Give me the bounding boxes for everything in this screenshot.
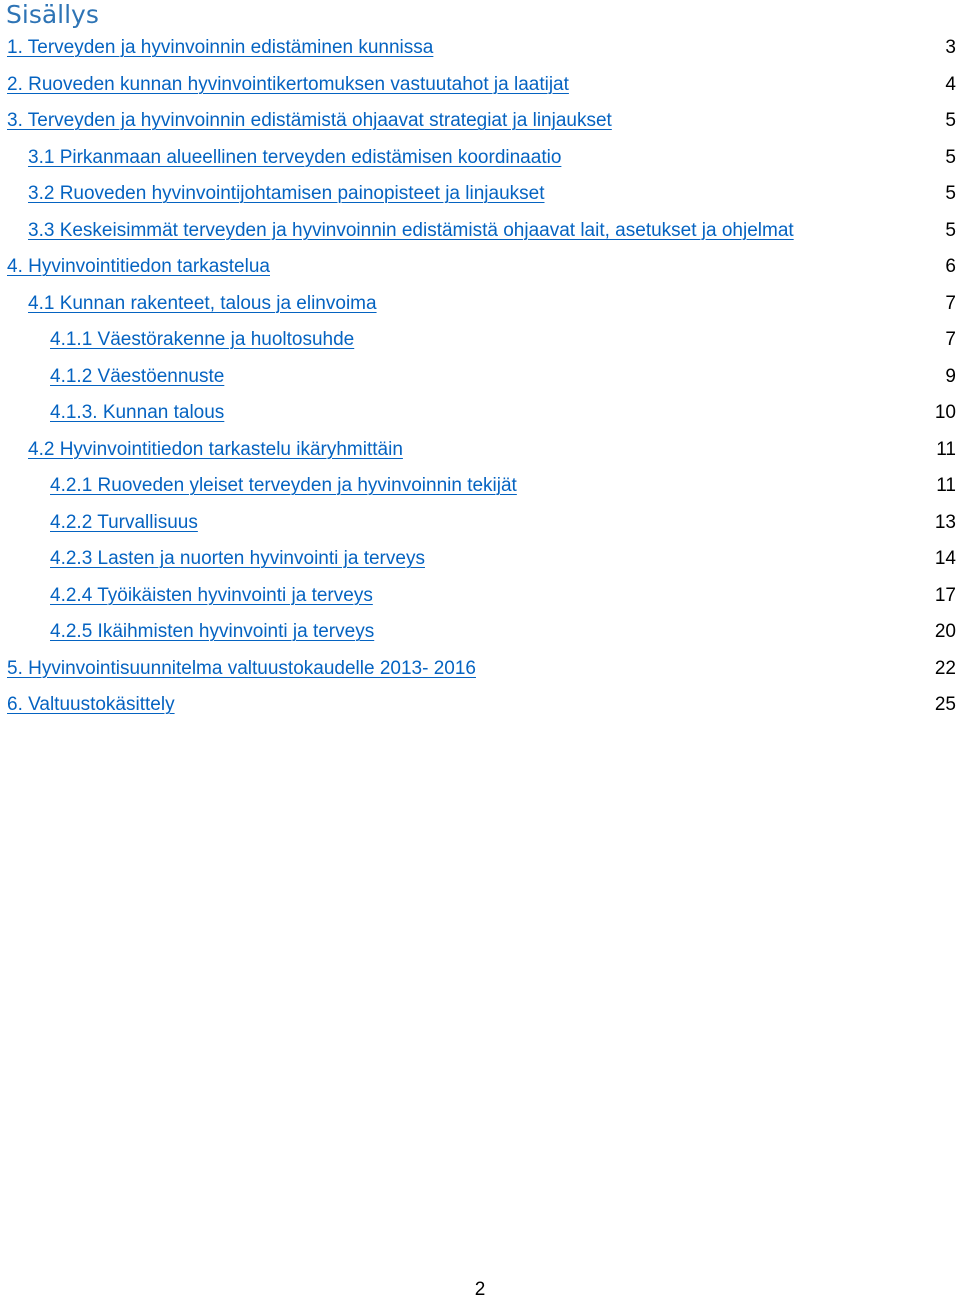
toc-entry-page: 20 bbox=[934, 621, 956, 642]
toc-title: Sisällys bbox=[6, 0, 99, 29]
toc-entry bbox=[0, 359, 960, 396]
toc-entry-page: 5 bbox=[945, 219, 956, 241]
toc-entry bbox=[0, 176, 960, 213]
toc-entry-link[interactable]: 4.2.1 Ruoveden yleiset terveyden ja hyvinvoinnin tekijät bbox=[50, 475, 517, 496]
toc-entry bbox=[0, 614, 960, 651]
toc-entry bbox=[0, 395, 960, 432]
toc-entry bbox=[0, 213, 960, 250]
toc-entry-page: 11 bbox=[936, 475, 956, 496]
toc-entry-page: 10 bbox=[934, 402, 956, 423]
toc-entry-link[interactable]: 3.3 Keskeisimmät terveyden ja hyvinvoinnin edistämistä ohjaavat lait, asetukset ja ohjelmat bbox=[28, 219, 794, 241]
toc-entry-link[interactable]: 4.2 Hyvinvointitiedon tarkastelu ikäryhmittäin bbox=[28, 438, 403, 460]
toc-entry-page: 7 bbox=[945, 292, 956, 314]
toc-entry bbox=[0, 578, 960, 615]
toc-entry-page: 17 bbox=[934, 584, 956, 606]
toc-entry-link[interactable]: 4.1.3. Kunnan talous bbox=[50, 402, 225, 423]
toc-entry bbox=[0, 286, 960, 323]
toc-entry-link[interactable]: 3.2 Ruoveden hyvinvointijohtamisen painopisteet ja linjaukset bbox=[28, 183, 545, 204]
toc-entry bbox=[0, 249, 960, 286]
toc-entry-page: 11 bbox=[936, 438, 956, 460]
toc-entry bbox=[0, 322, 960, 359]
toc-entry bbox=[0, 687, 960, 724]
toc-entry-page: 6 bbox=[945, 256, 956, 277]
toc-entry-link[interactable]: 1. Terveyden ja hyvinvoinnin edistäminen kunnissa bbox=[7, 37, 434, 58]
toc-entry bbox=[0, 432, 960, 469]
toc-entry-page: 3 bbox=[945, 37, 956, 58]
toc-entry-link[interactable]: 4.2.2 Turvallisuus bbox=[50, 511, 198, 533]
toc-entry bbox=[0, 505, 960, 542]
toc-entry-link[interactable]: 4.1.2 Väestöennuste bbox=[50, 365, 225, 387]
toc-entry bbox=[0, 140, 960, 177]
toc-entry-link[interactable]: 2. Ruoveden kunnan hyvinvointikertomuksen vastuutahot ja laatijat bbox=[7, 73, 569, 95]
toc-entry bbox=[0, 103, 960, 140]
toc-entry-link[interactable]: 4.1 Kunnan rakenteet, talous ja elinvoima bbox=[28, 292, 377, 314]
toc-entry bbox=[0, 67, 960, 104]
toc-entry bbox=[0, 30, 960, 67]
toc-entry-link[interactable]: 4. Hyvinvointitiedon tarkastelua bbox=[7, 256, 270, 277]
toc-entry-link[interactable]: 4.2.3 Lasten ja nuorten hyvinvointi ja terveys bbox=[50, 548, 425, 569]
toc-entry-link[interactable]: 6. Valtuustokäsittely bbox=[7, 694, 175, 715]
toc-entry-link[interactable]: 4.1.1 Väestörakenne ja huoltosuhde bbox=[50, 329, 355, 350]
toc-entry-page: 5 bbox=[945, 183, 956, 204]
toc-entry-page: 25 bbox=[934, 694, 956, 715]
toc-entry-link[interactable]: 3. Terveyden ja hyvinvoinnin edistämistä ohjaavat strategiat ja linjaukset bbox=[7, 110, 612, 131]
toc-entry-page: 14 bbox=[934, 548, 956, 569]
toc-entry-page: 5 bbox=[945, 146, 956, 168]
toc-entry-page: 4 bbox=[945, 73, 956, 95]
toc-entry bbox=[0, 651, 960, 688]
toc-list bbox=[0, 30, 960, 724]
toc-entry-link[interactable]: 4.2.5 Ikäihmisten hyvinvointi ja terveys bbox=[50, 621, 375, 642]
toc-entry-link[interactable]: 4.2.4 Työikäisten hyvinvointi ja terveys bbox=[50, 584, 373, 606]
toc-entry-page: 5 bbox=[945, 110, 956, 131]
toc-entry-page: 7 bbox=[945, 329, 956, 350]
toc-entry bbox=[0, 541, 960, 578]
page-number: 2 bbox=[474, 1279, 486, 1300]
toc-entry bbox=[0, 468, 960, 505]
toc-entry-page: 9 bbox=[945, 365, 956, 387]
toc-entry-page: 13 bbox=[934, 511, 956, 533]
toc-entry-page: 22 bbox=[934, 657, 956, 679]
toc-entry-link[interactable]: 3.1 Pirkanmaan alueellinen terveyden edistämisen koordinaatio bbox=[28, 146, 562, 168]
toc-entry-link[interactable]: 5. Hyvinvointisuunnitelma valtuustokaudelle 2013- 2016 bbox=[7, 657, 476, 679]
